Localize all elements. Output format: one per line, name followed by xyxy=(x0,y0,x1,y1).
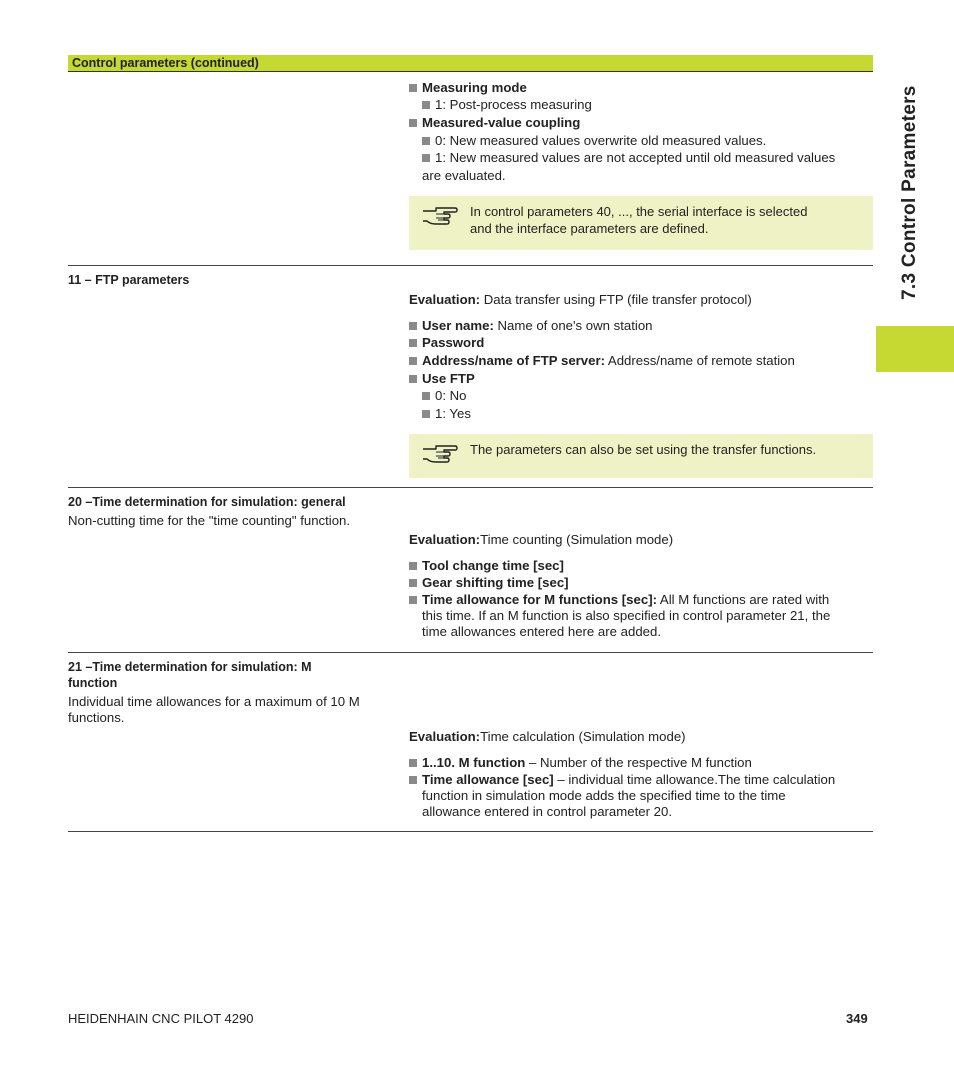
m-allowance-item: Time allowance for M functions [sec]: All M functions are rated with xyxy=(409,591,829,608)
note-box xyxy=(409,196,873,250)
sim-m-desc: Individual time allowances for a maximum of 10 M xyxy=(68,694,360,709)
measuring-mode-option: 1: Post-process measuring xyxy=(422,96,592,113)
section-header-title: Control parameters (continued) xyxy=(72,56,259,70)
bullet-icon xyxy=(422,392,430,400)
bullet-icon xyxy=(409,596,417,604)
sim-m-desc-cont: functions. xyxy=(68,710,125,725)
use-ftp-option-1: 1: Yes xyxy=(422,405,471,422)
sim-m-evaluation: Evaluation:Time calculation (Simulation mode) xyxy=(409,729,686,744)
bullet-icon xyxy=(409,339,417,347)
bullet-icon xyxy=(422,101,430,109)
measuring-mode-item: Measuring mode xyxy=(409,79,527,96)
time-allowance-item: Time allowance [sec] – individual time allowance.The time calculation xyxy=(409,771,835,788)
sim-m-heading: 21 –Time determination for simulation: M xyxy=(68,660,312,674)
bullet-icon xyxy=(422,154,430,162)
divider xyxy=(68,487,873,488)
bullet-icon xyxy=(409,119,417,127)
m-allowance-cont: time allowances entered here are added. xyxy=(422,624,661,639)
sim-general-heading: 20 –Time determination for simulation: general xyxy=(68,495,346,509)
note-box xyxy=(409,434,873,478)
divider xyxy=(68,831,873,832)
divider xyxy=(68,652,873,653)
bullet-icon xyxy=(422,410,430,418)
bullet-icon xyxy=(409,579,417,587)
ftp-heading: 11 – FTP parameters xyxy=(68,273,190,287)
time-allowance-cont: function in simulation mode adds the specified time to the time xyxy=(422,788,786,803)
bullet-icon xyxy=(422,137,430,145)
m-allowance-cont: this time. If an M function is also specified in control parameter 21, the xyxy=(422,608,831,623)
divider xyxy=(68,265,873,266)
page-number: 349 xyxy=(846,1011,868,1026)
bullet-icon xyxy=(409,375,417,383)
bullet-icon xyxy=(409,84,417,92)
bullet-icon xyxy=(409,562,417,570)
bullet-icon xyxy=(409,759,417,767)
ftp-evaluation: Evaluation: Data transfer using FTP (file transfer protocol) xyxy=(409,292,752,307)
sim-m-heading-cont: function xyxy=(68,676,118,690)
bullet-icon xyxy=(409,357,417,365)
pointing-hand-icon xyxy=(422,443,458,465)
sim-general-desc: Non-cutting time for the "time counting" function. xyxy=(68,513,351,528)
time-allowance-cont: allowance entered in control parameter 20. xyxy=(422,804,672,819)
chapter-tab xyxy=(876,326,954,372)
m-function-item: 1..10. M function – Number of the respective M function xyxy=(409,754,752,771)
address-item: Address/name of FTP server: Address/name of remote station xyxy=(409,352,795,369)
coupling-option-1-cont: are evaluated. xyxy=(422,168,506,183)
tool-change-item: Tool change time [sec] xyxy=(409,557,564,574)
footer-title: HEIDENHAIN CNC PILOT 4290 xyxy=(68,1011,254,1026)
bullet-icon xyxy=(409,776,417,784)
use-ftp-option-0: 0: No xyxy=(422,387,467,404)
coupling-item: Measured-value coupling xyxy=(409,114,580,131)
note-text: In control parameters 40, ..., the serial interface is selected and the interface parameters are defined. xyxy=(470,204,808,236)
password-item: Password xyxy=(409,334,484,351)
bullet-icon xyxy=(409,322,417,330)
note-text: The parameters can also be set using the transfer functions. xyxy=(470,442,817,457)
chapter-title: 7.3 Control Parameters xyxy=(899,85,920,300)
pointing-hand-icon xyxy=(422,205,458,227)
user-name-item: User name: Name of one's own station xyxy=(409,317,653,334)
section-header xyxy=(68,55,873,72)
use-ftp-item: Use FTP xyxy=(409,370,475,387)
gear-shift-item: Gear shifting time [sec] xyxy=(409,574,569,591)
sim-general-evaluation: Evaluation:Time counting (Simulation mode) xyxy=(409,532,674,547)
coupling-option-1: 1: New measured values are not accepted until old measured values xyxy=(422,149,835,166)
coupling-option-0: 0: New measured values overwrite old measured values. xyxy=(422,132,766,149)
